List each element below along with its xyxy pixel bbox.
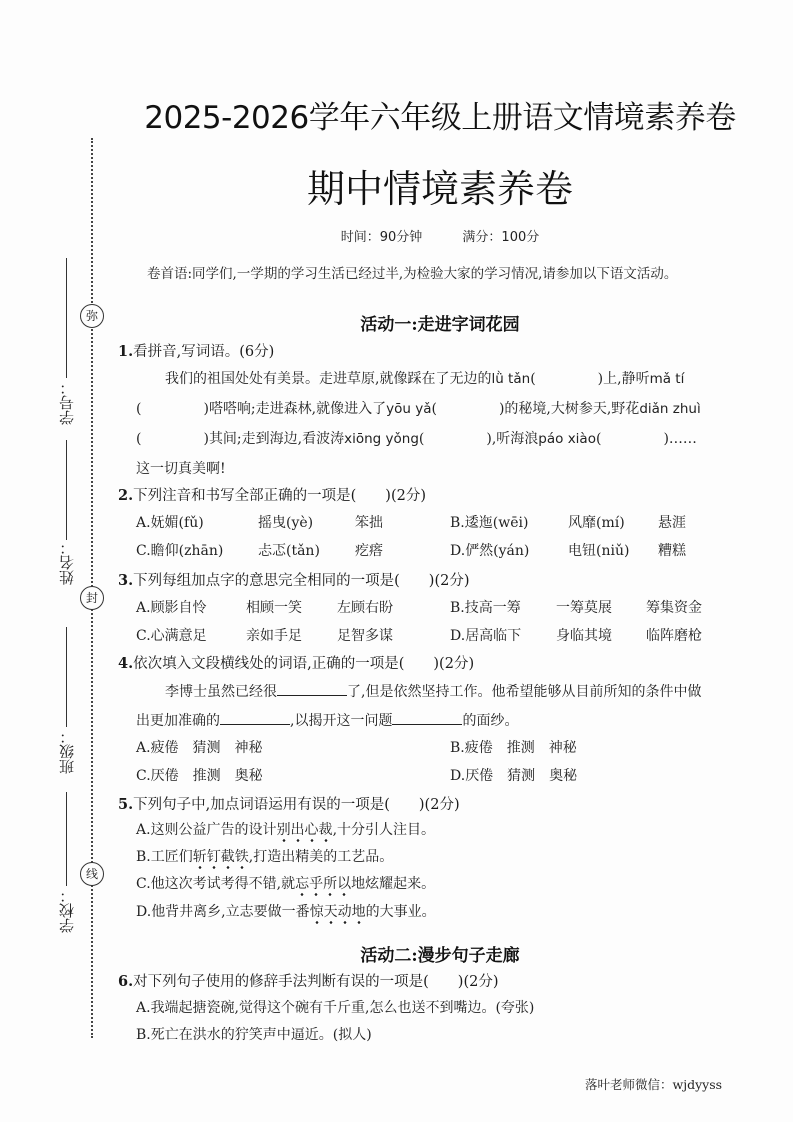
q3-option-b-3: 筹集资金 [646, 600, 702, 616]
q2-option-d-3: 糟糕 [658, 543, 686, 559]
q4-option-d[interactable]: D.厌倦 猜测 奥秘 [450, 768, 578, 784]
school-line[interactable] [66, 792, 67, 886]
question-number: 5. [118, 796, 134, 813]
question-6-stem [118, 970, 499, 991]
preface: 卷首语:同学们,一学期的学习生活已经过半,为检验大家的学习情况,请参加以下语文活动。 [147, 266, 678, 282]
question-text: 下列注音和书写全部正确的一项是( )(2分) [133, 488, 426, 504]
seal-mark-feng: 封 [80, 586, 104, 610]
q5-option-d[interactable]: D.他背井离乡,立志要做一番惊天动地的大事业。 [136, 901, 436, 921]
q2-option-a-2: 摇曳(yè) [258, 515, 314, 531]
q3-option-a-3: 左顾右盼 [337, 600, 393, 616]
q3-option-b-2: 一筹莫展 [556, 600, 612, 616]
q4-option-a[interactable]: A.疲倦 猜测 神秘 [136, 740, 263, 756]
q2-option-a-3: 笨拙 [355, 515, 383, 531]
pinyin: mǎ tí [649, 371, 685, 387]
question-text: 依次填入文段横线处的词语,正确的一项是( )(2分) [133, 656, 475, 672]
question-text: 看拼音,写词语。(6分) [133, 344, 275, 360]
q6-option-b[interactable]: B.死亡在洪水的狞笑声中逼近。(拟人) [136, 1027, 372, 1043]
pinyin: xiōng yǒng [344, 431, 419, 447]
dotted-phrase: 斩钉截铁 [193, 849, 249, 870]
question-4-stem [118, 652, 474, 673]
name-line[interactable] [66, 440, 67, 540]
exam-title: 2025-2026学年六年级上册语文情境素养卷 [144, 100, 736, 136]
question-3-stem [118, 569, 470, 590]
q3-option-a[interactable]: A.顾影自怜 [136, 600, 207, 616]
q2-option-b-3: 悬涯 [658, 515, 686, 531]
q2-option-c-2: 忐忑(tǎn) [258, 543, 320, 559]
q3-option-a-2: 相顾一笑 [246, 600, 302, 616]
name-label: 姓名： [58, 540, 76, 585]
class-line[interactable] [66, 627, 67, 727]
exam-subtitle: 期中情境素养卷 [306, 167, 573, 211]
student-id-label: 学号： [58, 380, 76, 425]
pinyin: lǜ tǎn [491, 371, 531, 387]
q2-option-a[interactable]: A.妩媚(fǔ) [136, 515, 204, 531]
time-limit: 时间：90分钟 [340, 230, 423, 245]
q5-option-c[interactable]: C.他这次考试考得不错,就忘乎所以地炫耀起来。 [136, 873, 435, 893]
question-2-stem [118, 484, 426, 505]
question-number: 3. [118, 572, 134, 589]
exam-meta [130, 226, 750, 245]
pinyin: diǎn zhuì [639, 401, 701, 417]
q1-text: )的秘境,大树参天,野花 [498, 401, 640, 417]
q1-text: 其间;走到海边,看波涛 [208, 431, 345, 447]
section-title-1: 活动一:走进字词花园 [360, 315, 520, 335]
student-id-line[interactable] [66, 258, 67, 378]
q3-option-c-2: 亲如手足 [246, 628, 302, 644]
q3-option-c-3: 足智多谋 [337, 628, 393, 644]
q6-option-a[interactable]: A.我端起搪瓷碗,觉得这个碗有千斤重,怎么也送不到嘴边。(夸张) [136, 1000, 535, 1016]
question-1-stem [118, 340, 274, 361]
q1-text: 我们的祖国处处有美景。走进草原,就像踩在了无边的 [165, 371, 492, 387]
q1-text: ),听海浪 [486, 431, 539, 447]
seal-mark-xian: 线 [80, 862, 104, 886]
q5-option-b[interactable]: B.工匠们斩钉截铁,打造出精美的工艺品。 [136, 846, 393, 866]
q2-option-b-2: 风靡(mí) [568, 515, 625, 531]
q1-text: 嗒嗒响;走进森林,就像进入了 [208, 401, 387, 417]
class-label: 班级： [58, 729, 76, 774]
pinyin: páo xiào [538, 431, 596, 447]
question-number: 1. [118, 343, 134, 360]
fill-blank-2[interactable] [220, 712, 290, 725]
q4-option-c[interactable]: C.厌倦 推测 奥秘 [136, 768, 263, 784]
q1-line-2: ( )嗒嗒响;走进森林,就像进入了yōu yǎ( )的秘境,大树参天,野花diǎn zhuì [136, 401, 701, 417]
section-title-2: 活动二:漫步句子走廊 [360, 946, 520, 966]
fill-blank-3[interactable] [392, 712, 462, 725]
pinyin: yōu yǎ [386, 401, 432, 417]
q2-option-c-3: 疙瘩 [355, 543, 383, 559]
fill-blank-1[interactable] [277, 683, 347, 696]
q4-passage-line-2: 出更加准确的 ,以揭开这一问题 的面纱。 [136, 713, 519, 729]
full-score: 满分：100分 [462, 230, 540, 245]
q3-option-c[interactable]: C.心满意足 [136, 628, 207, 644]
seal-mark-mi: 弥 [80, 304, 104, 328]
q4-option-b[interactable]: B.疲倦 推测 神秘 [450, 740, 577, 756]
q1-text: )…… [663, 431, 697, 447]
q2-option-c[interactable]: C.瞻仰(zhān) [136, 543, 224, 559]
question-5-stem [118, 793, 460, 814]
q3-option-b[interactable]: B.技高一筹 [450, 600, 521, 616]
question-number: 2. [118, 487, 134, 504]
q1-line-3: ( )其间;走到海边,看波涛xiōng yǒng( ),听海浪páo xiào( )…… [136, 431, 697, 447]
q1-text: )上,静听 [597, 371, 650, 387]
q5-option-a[interactable]: A.这则公益广告的设计别出心裁,十分引人注目。 [136, 819, 435, 839]
q1-line-4: 这一切真美啊! [136, 461, 226, 477]
dotted-phrase: 别出心裁 [277, 822, 333, 843]
q2-option-d[interactable]: D.俨然(yán) [450, 543, 530, 559]
question-text: 对下列句子使用的修辞手法判断有误的一项是( )(2分) [133, 974, 499, 990]
dotted-phrase: 惊天动地 [310, 904, 366, 925]
school-label: 学校： [58, 888, 76, 933]
question-number: 4. [118, 655, 134, 672]
question-number: 6. [118, 973, 134, 990]
q2-option-d-2: 电钮(niǔ) [568, 543, 630, 559]
q3-option-d-2: 身临其境 [556, 628, 612, 644]
question-text: 下列每组加点字的意思完全相同的一项是( )(2分) [133, 573, 470, 589]
dotted-phrase: 忘乎所以 [295, 876, 351, 897]
q3-option-d[interactable]: D.居高临下 [450, 628, 522, 644]
q3-option-d-3: 临阵磨枪 [646, 628, 702, 644]
q2-option-b[interactable]: B.逶迤(wēi) [450, 515, 529, 531]
q1-line-1: 我们的祖国处处有美景。走进草原,就像踩在了无边的lǜ tǎn( )上,静听mǎ tí [165, 371, 685, 387]
question-text: 下列句子中,加点词语运用有误的一项是( )(2分) [133, 797, 460, 813]
footer-contact: 落叶老师微信：wjdyyss [585, 1077, 723, 1092]
q4-passage-line-1: 李博士虽然已经很 了,但是依然坚持工作。他希望能够从目前所知的条件中做 [165, 684, 702, 700]
